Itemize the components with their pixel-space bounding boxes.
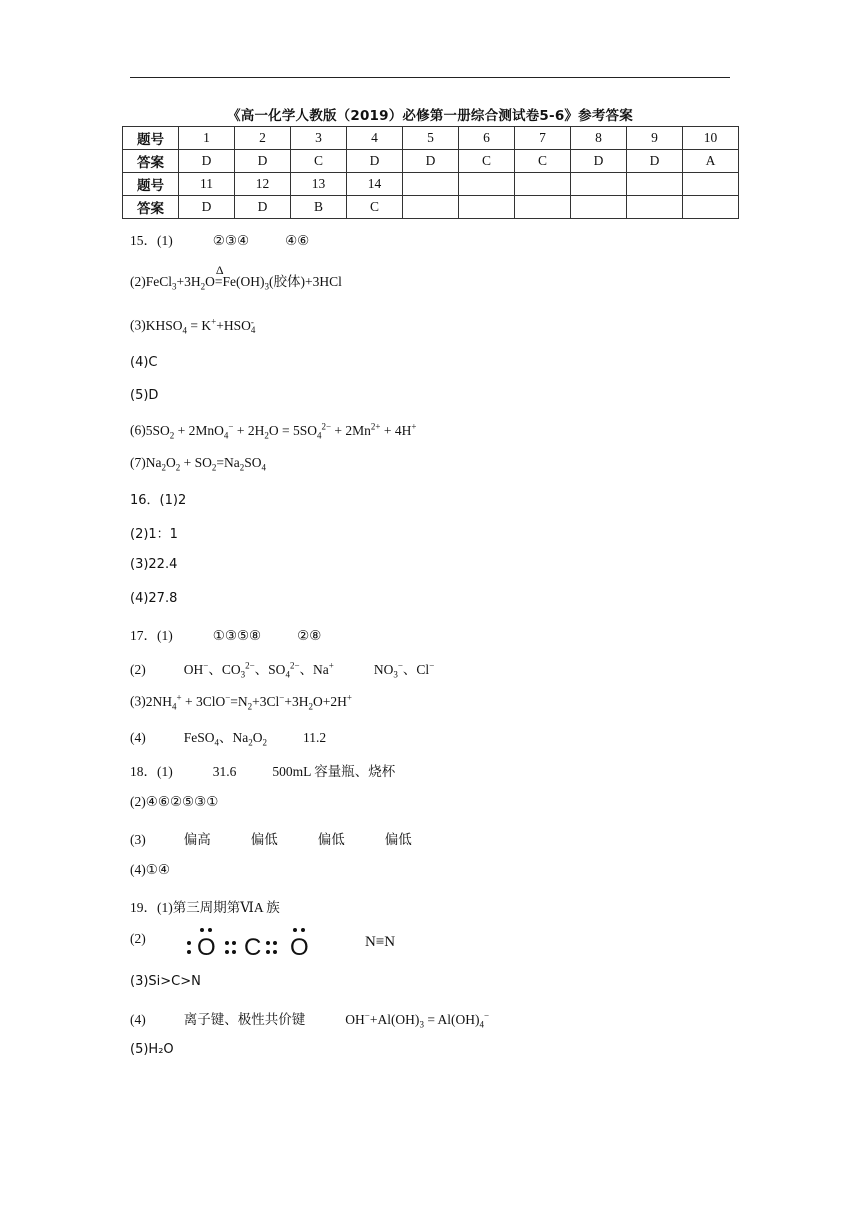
equation: $2NH_4^+ + 3ClO^-=N_2+3Cl^-+3H_2O+2H^+$ [145,692,352,712]
answer-cell: D [571,150,627,173]
equation: $Na_2O_2 + SO_2=Na_2SO_4$ [145,455,266,473]
co2-lewis-structure [182,924,322,964]
answer-table [122,126,739,219]
q19-line-2: (2) O C O N≡N [130,930,146,964]
answer-cell [627,196,683,219]
q15-line-2: $(2)FeCl_3+3H_2O$ Δ $=Fe(OH)_3$(胶体)+3HCl [130,263,342,292]
answer-cell: C [515,150,571,173]
equation: $KHSO_4 = K^++HSO_{4 -}$ [145,316,256,336]
question-number-cell: 12 [235,173,291,196]
answer-cell: C [291,150,347,173]
question-number-cell: 11 [179,173,235,196]
table-header-cell: 答案 [123,150,179,173]
q16-line-3: (3)22.4 [130,557,178,572]
table-header-cell: 题号 [123,173,179,196]
equation: $5SO_2 + 2MnO_4^- + 2H_2O = 5SO_4^{2-} + 2Mn^{2+} + 4H^+$ [145,421,417,441]
q19-line-5: (5)H₂O [130,1042,174,1057]
q16-line-1: 16．(1)2 [130,493,187,508]
answer-cell: D [403,150,459,173]
question-number-cell: 8 [571,127,627,150]
answer-cell: D [235,150,291,173]
table-header-cell: 题号 [123,127,179,150]
answer-cell [403,196,459,219]
answer-cell: A [683,150,739,173]
ion-list: OH−、$CO_3^{2-}$、$SO_4^{2-}$、Na+ $NO_3^-$、Cl− [183,660,435,680]
answer-cell: D [179,150,235,173]
question-number-cell [515,173,571,196]
equation: $OH^-+Al(OH)_3 = Al(OH)_4^-$ [345,1010,490,1030]
q17-line-1: 17．(1) ①③⑤⑧ ②⑧ [130,628,322,643]
question-number-cell [459,173,515,196]
q17-line-4: (4) FeSO$_4$、$Na_2O_2$ 11.2 [130,730,327,748]
svg-text:O: O [197,934,216,961]
q19-line-3: (3)Si>C>N [130,974,201,989]
q18-line-4: (4)①④ [130,862,170,877]
answer-cell [571,196,627,219]
question-number-cell: 5 [403,127,459,150]
q15-line-5: (5)D [130,388,159,403]
question-number-cell [683,173,739,196]
question-number-cell: 13 [291,173,347,196]
q15-line-3: $(3)KHSO_4 = K^++HSO_{4 -}$ [130,316,256,336]
question-number-cell [571,173,627,196]
q17-line-2: (2) OH−、$CO_3^{2-}$、$SO_4^{2-}$、Na+ $NO_3^-$、Cl− [130,660,435,680]
page-title: 《高一化学人教版（2019）必修第一册综合测试卷5-6》参考答案 [227,108,633,124]
q18-line-3: (3) 偏高 偏低 偏低 偏低 [130,832,412,847]
answer-cell [515,196,571,219]
svg-text:O: O [290,934,309,961]
question-number-cell: 2 [235,127,291,150]
question-number-cell: 9 [627,127,683,150]
question-number-cell: 3 [291,127,347,150]
question-number-cell: 14 [347,173,403,196]
answer-cell [683,196,739,219]
header-rule [130,77,730,78]
question-number-cell: 10 [683,127,739,150]
q15-line-4: (4)C [130,355,158,370]
answer-cell: B [291,196,347,219]
answer-cell: C [459,150,515,173]
answer-cell: D [179,196,235,219]
question-number-cell: 6 [459,127,515,150]
q18-line-2: (2)④⑥②⑤③① [130,794,219,809]
answer-cell: D [235,196,291,219]
lewis-dot-diagram [182,924,322,964]
q16-line-4: (4)27.8 [130,591,178,606]
q17-line-3: $(3)2NH_4^+ + 3ClO^-=N_2+3Cl^-+3H_2O+2H^+$ [130,692,352,712]
table-row [123,196,739,219]
q19-line-1: 19．(1)第三周期第ⅥA 族 [130,900,280,915]
table-row [123,150,739,173]
answer-cell: D [627,150,683,173]
question-number-cell: 7 [515,127,571,150]
answer-cell: C [347,196,403,219]
svg-text:C: C [244,934,262,961]
answer-cell: D [347,150,403,173]
table-row [123,173,739,196]
question-number-cell [627,173,683,196]
table-header-cell: 答案 [123,196,179,219]
q15-line-1: 15．(1) ②③④ ④⑥ [130,233,310,248]
q18-line-1: 18．(1) 31.6 500mL 容量瓶、烧杯 [130,764,396,779]
q15-line-6: $(6)5SO_2 + 2MnO_4^- + 2H_2O = 5SO_4^{2-} + 2Mn^{2+} + 4H^+$ [130,421,417,441]
table-row [123,127,739,150]
question-number-cell: 4 [347,127,403,150]
question-number-cell [403,173,459,196]
question-number-cell: 1 [179,127,235,150]
equation: $FeCl_3+3H_2O$ Δ $=Fe(OH)_3$ [145,263,270,292]
q19-line-4: (4) 离子键、极性共价键 $OH^-+Al(OH)_3 = Al(OH)_4^-$ [130,1010,490,1030]
q16-line-2: (2)1：1 [130,527,178,542]
formula: FeSO$_4$、$Na_2O_2$ [183,730,268,748]
answer-cell [459,196,515,219]
q15-line-7: $(7)Na_2O_2 + SO_2=Na_2SO_4$ [130,455,266,473]
